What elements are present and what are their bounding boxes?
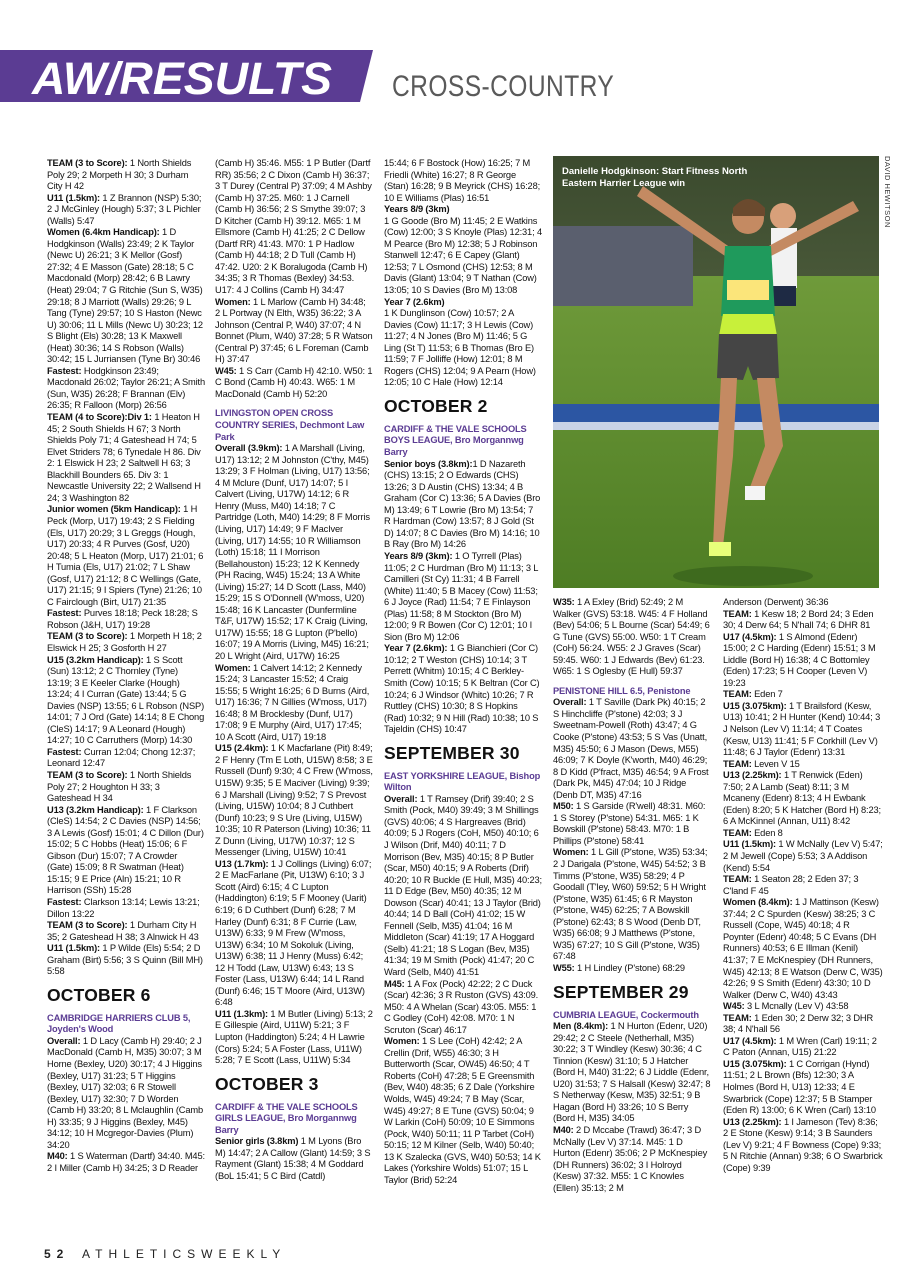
result-text: 1 D Lacy (Camb H) 29:40; 2 J MacDonald (Camb H, M35) 30:07; 3 M Horne (Bexley, U20) 30:17; 4 J Higgins (Bexley, U17) 31:23; 5 T Higgins (Bexley, U17) 32:03; 6 R Stowell (Bexley, U17) 32:30; 7 D Worden (Camb H) 33:20; 8 L Mclaughlin (Camb H) 33:35; 9 J Higgins (Bexley, M45) 34:12; 10 H Mcgregor-Davies (Plum) 34:20 — [47, 1035, 203, 1150]
photo-credit-text: DAVID HEWITSON — [883, 156, 892, 228]
result-paragraph — [723, 1059, 883, 1117]
result-paragraph — [723, 770, 883, 828]
aw-results-logo — [0, 50, 373, 102]
result-paragraph — [215, 297, 373, 366]
result-category-label: Year 7 (2.6km) — [384, 296, 445, 307]
result-category-label: Senior girls (3.8km) — [215, 1136, 299, 1147]
result-text: 1 Seaton 28; 2 Eden 37; 3 C'land F 45 — [723, 874, 859, 896]
publication-name: ATHLETICSWEEKLY — [82, 1247, 287, 1261]
result-paragraph — [47, 631, 205, 654]
result-category-label: Women: — [215, 296, 251, 307]
result-text: 1 P Wilde (Els) 5:54; 2 D Graham (Birt) 5:56; 3 S Quinn (Bill MH) 5:58 — [47, 943, 203, 977]
result-paragraph — [723, 1036, 883, 1059]
result-category-label: U15 (3.075km): — [723, 1058, 787, 1069]
result-text: 1 K Dunglinson (Cow) 10:57; 2 A Davies (Cow) 11:17; 3 H Lewis (Cow) 11:27; 4 N Jones (Bro M) 11:46; 5 G Ling (St T) 11:53; 6 B Thomas (Bro E) 11:59; 7 F Jolliffe (How) 12:01; 8 M Rogers (CHS) 12:04; 9 A Pearn (How) 12:05; 10 C Hale (How) 12:14 — [384, 308, 536, 388]
result-category-label: Senior boys (3.8km): — [384, 458, 473, 469]
event-title: CUMBRIA LEAGUE, Cockermouth — [553, 1009, 699, 1020]
result-text: 1 G Bianchieri (Cor C) 10:12; 2 T Weston (CHS) 10:14; 3 T Perrett (Whitm) 10:15; 4 C Berkley-Smith (Cow) 10:15; 5 K Beltran (Cor C) 10:24; 6 J Windsor (Whitc) 10:26; 7 R Ruttley (CHS) 10:30; 8 S Hopkins (Rad) 10:32; 9 N Hill (Rad) 10:38; 10 S Tajeldin (CHS) 10:47 — [384, 643, 540, 735]
result-paragraph — [47, 1151, 205, 1174]
result-paragraph — [384, 979, 542, 1037]
result-paragraph — [47, 193, 205, 228]
result-text: Hodgkinson 23:49; Macdonald 26:02; Taylor 26:21; A Smith (Sun, W35) 26:28; F Brannan (Elv) 26:35; R Falloon (Morp) 26:56 — [47, 365, 205, 411]
result-paragraph — [553, 597, 712, 678]
result-paragraph — [215, 663, 373, 744]
result-category-label: Women (6.4km Handicap): — [47, 227, 160, 238]
results-column-3 — [384, 158, 542, 1273]
result-text: 1 North Shields Poly 27; 2 Houghton H 33; 3 Gateshead H 34 — [47, 769, 192, 804]
result-category-label: U11 (1.5km): — [47, 192, 100, 203]
result-category-label: Women: — [215, 662, 251, 673]
result-category-label: Years 8/9 (3km): — [384, 550, 453, 561]
result-paragraph — [384, 643, 542, 735]
result-category-label: U13 (1.7km): — [215, 858, 269, 869]
result-text: 2 D Mccabe (Trawd) 36:47; 3 D McNally (Lev V) 37:14. M45: 1 D Hurton (Edenr) 35:06; 2 P McKnespiey (DH Runners) 36:02; 3 I Holroyd (Kesw) 37:32. M55: 1 C Knowles (Ellen) 35:13; 2 M — [553, 1124, 708, 1193]
result-category-label: M40: — [47, 1151, 68, 1162]
result-paragraph — [47, 770, 205, 805]
result-category-label: Fastest: — [47, 746, 82, 757]
result-text: 1 A Fox (Pock) 42:22; 2 C Duck (Scar) 42:36; 3 R Ruston (GVS) 43:09. M50: 4 A Whelan (Scar) 43:05. M55: 1 C Godley (CoH) 42:08. M70: 1 N Scruton (Scar) 46:17 — [384, 978, 539, 1035]
photo-caption: Danielle Hodgkinson: Start Fitness North Eastern Harrier League win — [562, 166, 748, 189]
result-paragraph — [553, 847, 712, 962]
result-category-label: U15 (2.4km): — [215, 743, 269, 754]
result-paragraph — [384, 297, 542, 309]
result-category-label: Overall: — [47, 1035, 81, 1046]
result-text: 1 Kesw 18; 2 Bord 24; 3 Eden 30; 4 Derw 64; 5 N'hall 74; 6 DHR 81 — [723, 608, 874, 631]
result-paragraph — [553, 801, 712, 847]
event-title: LIVINGSTON OPEN CROSS COUNTRY SERIES, Dechmont Law Park — [215, 408, 365, 442]
result-category-label: W45: — [215, 365, 237, 376]
result-category-label: M50: — [553, 801, 574, 812]
result-paragraph — [553, 1021, 712, 1125]
result-paragraph — [215, 743, 373, 858]
result-category-label: TEAM: — [723, 608, 752, 619]
results-column-2 — [215, 158, 373, 1273]
result-category-label: U13 (2.25km): — [723, 1116, 782, 1127]
result-text: 1 O Tyrrell (Plas) 11:05; 2 C Hurdman (Bro M) 11:13; 3 L Camilleri (St Cy) 11:31; 4 B Farrell (White) 11:40; 5 B Macey (Cow) 11:53; 6 J Joyce (Rad) 11:54; 7 E Finlayson (Plas) 11:58; 8 M Stockton (Bro M) 12:00; 9 R Bowen (Cor C) 12:01; 10 I Sion (Bro M) 12:06 — [384, 550, 538, 642]
result-category-label: U15 (3.075km): — [723, 700, 787, 711]
result-category-label: Overall: — [553, 697, 587, 708]
result-category-label: M45: — [384, 978, 405, 989]
result-paragraph — [723, 609, 883, 632]
result-text: 1 D Hodgkinson (Walls) 23:49; 2 K Taylor (Newc U) 26:21; 3 K Mellor (Gosf) 27:32; 4 E Masson (Gate) 28:18; 5 C Macdonald (Morp) 28:42; 6 B Lawry (Heat) 29:04; 7 G Ritchie (Sun S, W35) 29:18; 8 J Marriott (Walls) 29:26; 9 L Tang (Tyne) 29:57; 10 S Haston (Newc U) 30:06; 11 L Mills (Newc U) 30:23; 12 S Blight (Els) 30:28; 13 K Maxwell (Heat) 30:36; 14 S Robson (Walls) 30:42; 15 L Jurriansen (Tyne Br) 30:46 — [47, 227, 203, 365]
result-category-label: U11 (1.3km): — [215, 1008, 268, 1019]
result-paragraph — [47, 897, 205, 920]
result-paragraph — [47, 227, 205, 366]
result-category-label: TEAM (3 to Score): — [47, 769, 128, 780]
result-paragraph — [215, 158, 373, 297]
result-paragraph — [384, 204, 542, 216]
result-category-label: Junior women (5km Handicap): — [47, 504, 181, 515]
event-title: CARDIFF & THE VALE SCHOOLS GIRLS LEAGUE, Bro Morgannwg Barry — [215, 1101, 358, 1135]
result-paragraph — [47, 1036, 205, 1151]
photo-credit — [882, 156, 894, 296]
result-paragraph — [384, 551, 542, 643]
result-paragraph — [723, 1013, 883, 1036]
result-paragraph — [723, 689, 883, 701]
result-text: 1 K Macfarlane (Pit) 8:49; 2 F Henry (Tm E Loth, U15W) 8:58; 3 E Russell (Dunf) 9:30; 4 C Frew (W'moss, U15W) 9:35; 5 E Maciver (Living) 9:39; 6 J Marshall (Living) 9:52; 7 S Prevost (Living, U15W) 10:04; 8 J Cuthbert (Dunf) 10:23; 9 S Ure (Living, U15W) 10:35; 10 R Paterson (Living) 10:36; 11 Z Dunn (Living, U17W) 10:37; 12 S Messenger (Living, U15W) 10:41 — [215, 743, 373, 858]
event-date-heading: OCTOBER 3 — [215, 1073, 319, 1094]
result-paragraph — [47, 504, 205, 608]
result-category-label: Women (8.4km): — [723, 897, 793, 908]
result-category-label: U11 (1.5km): — [723, 839, 776, 850]
result-text: 1 M Wren (Carl) 19:11; 2 C Paton (Annan, U15) 21:22 — [723, 1035, 877, 1058]
event-title: EAST YORKSHIRE LEAGUE, Bishop Wilton — [384, 770, 541, 793]
result-category-label: M40: — [553, 1124, 574, 1135]
event-title: PENISTONE HILL 6.5, Penistone — [553, 685, 691, 696]
result-text: 1 L Gill (P'stone, W35) 53:34; 2 J Darigala (P'stone, W45) 54:52; 3 B Timms (P'stone, W35) 58:29; 4 P Goodall (T'ley, W60) 59:52; 5 H Wright (P'stone, W35) 61:45; 6 R Mayston (P'stone, W45) 62:25; 7 A Bowskill (P'stone) 62:43; 8 S Wood (Denb DT, W35) 66:08; 9 J Matthews (P'stone, W35) 67:27; 10 S Gill (P'stone, W35) 67:48 — [553, 847, 708, 962]
result-text: 1 S Scott (Sun) 13:12; 2 C Thornley (Tyne) 13:19; 3 E Keeler Clarke (Hough) 13:24; 4 I Curran (Gate) 13:44; 5 G Davies (NSP) 13:55; 6 L Robson (NSP) 14:01; 7 J Ord (Gate) 14:14; 8 E Chong (CleS) 14:17; 9 A Leonard (Hough) 14:27; 10 C Carruthers (Morp) 14:30 — [47, 654, 205, 746]
result-category-label: W55: — [553, 962, 575, 973]
result-text: 1 N Hurton (Edenr, U20) 29:42; 2 C Steele (Netherhall, M35) 30:22; 3 T Windley (Kesw) 30:36; 4 C Tinnion (Kesw) 31:10; 5 J Hatcher (Bord H, M40) 31:22; 6 J Liddle (Edenr, U20) 31:53; 7 S Halsall (Kesw) 32:47; 8 S Netherway (Kesw, M35) 32:51; 9 B Hagan (Bord H) 33:26; 10 S Berry (Bord H, M35) 34:05 — [553, 1021, 711, 1124]
result-text: 1 F Clarkson (CleS) 14:54; 2 C Davies (NSP) 14:56; 3 A Lewis (Gosf) 15:01; 4 C Dillon (Dur) 15:02; 5 C Hobbs (Heat) 15:06; 6 F Gibson (Dur) 15:07; 7 A Crowder (Gate) 15:09; 8 R Swatman (Heat) 15:15; 9 E Price (Aln) 15:21; 10 R Harrison (SSh) 15:28 — [47, 804, 204, 896]
result-paragraph — [723, 874, 883, 897]
photo-illustration — [553, 156, 879, 588]
result-text: 1 Durham City H 35; 2 Gateshead H 38; 3 Alnwick H 43 — [47, 920, 199, 942]
result-text: 1 M Butler (Living) 5:13; 2 E Gillespie (Aird, U11W) 5:21; 3 F Lupton (Haddington) 5:24; 4 H Lawrie (Cors) 5:24; 5 A Foster (Lass, U11W) 5:28; 7 E Scott (Lass, U11W) 5:34 — [215, 1008, 373, 1066]
result-paragraph — [47, 158, 205, 193]
result-paragraph — [47, 920, 205, 943]
result-category-label: Women: — [553, 847, 589, 858]
result-category-label: U15 (3.2km Handicap): — [47, 654, 144, 665]
result-text: 1 S Almond (Edenr) 15:00; 2 C Harding (Edenr) 15:51; 3 M Liddle (Bord H) 16:38; 4 C Bottomley (Eden) 17:23; 5 H Cooper (Leven V) 19:23 — [723, 631, 876, 688]
result-text: 1 S Carr (Camb H) 42:10. W50: 1 C Bond (Camb H) 40:43. W65: 1 M MacDonald (Camb H) 52:20 — [215, 365, 373, 399]
result-text: 1 Calvert 14:12; 2 Kennedy 15:24; 3 Lancaster 15:52; 4 Craig 15:55; 5 Wright 16:25; 6 D Burns (Aird, U17) 16:36; 7 N Gillies (W'moss, U17) 16:48; 8 M Brocklesby (Dunf, U17) 17:08; 9 E Murphy (Aird, U17) 17:45; 10 A Scott (Aird, U17) 19:18 — [215, 662, 370, 742]
result-paragraph — [723, 1001, 883, 1013]
result-category-label: W45: — [723, 1001, 745, 1012]
result-paragraph — [47, 747, 205, 770]
result-paragraph — [384, 308, 542, 389]
result-text: 1 H Lindley (P'stone) 68:29 — [574, 962, 685, 973]
event-date-heading: OCTOBER 6 — [47, 984, 151, 1005]
event-date-heading: OCTOBER 2 — [384, 395, 488, 416]
result-paragraph — [47, 805, 205, 897]
result-text: 1 S Garside (R'well) 48:31. M60: 1 S Storey (P'stone) 54:31. M65: 1 K Bowskill (P'stone) 58:43. M70: 1 B Phillips (P'stone) 58:41 — [553, 801, 706, 846]
result-paragraph — [723, 597, 883, 609]
result-paragraph — [215, 443, 373, 662]
result-category-label: U11 (1.5km): — [47, 943, 100, 954]
event-date-heading: SEPTEMBER 30 — [384, 742, 520, 763]
result-paragraph — [47, 412, 205, 504]
result-text: 1 I Jameson (Tev) 8:36; 2 E Stone (Kesw) 9:14; 3 B Saunders (Lev V) 9:21; 4 F Bowness (Cope) 9:33; 5 N Ritchie (Annan) 9:38; 6 O Swarbrick (Cope) 9:39 — [723, 1116, 883, 1173]
result-paragraph — [215, 859, 373, 1009]
result-text: 1 L Marlow (Camb H) 34:48; 2 L Portway (N Elth, W35) 36:22; 3 A Johnson (Central P, W40) 37:07; 4 N Bonnet (Plum, W40) 37:28; 5 R Watson (Central P) 37:45; 6 L Foreman (Camb H) 37:47 — [215, 296, 373, 365]
result-paragraph — [384, 459, 542, 551]
result-paragraph — [215, 366, 373, 401]
result-text: 1 J Mattinson (Kesw) 37:44; 2 C Spurden (Kesw) 38:25; 3 C Russell (Cope, W45) 40:18; 4 R Poynter (Edenr) 40:48; 5 C Evans (DH Runners) 40:53; 6 E Illman (Kenil) 41:37; 7 E McKnespiey (DH Runners, W45) 42:13; 8 E Watson (Derw C, W35) 42:26; 9 S Smith (Edenr) 43:30; 10 D Walker (Derw C, W40) 43:43 — [723, 897, 883, 1000]
result-text: 1 T Brailsford (Kesw, U13) 10:41; 2 H Hunter (Kend) 10:44; 3 J Nelson (Lev V) 11:14; 4 T Coates (Kesw, U13) 11:41; 5 F Corkhill (Lev V) 11:48; 6 J Taylor (Edenr) 13:31 — [723, 700, 881, 758]
result-text: 1 T Renwick (Eden) 7:50; 2 A Lamb (Seat) 8:11; 3 M Mcaneny (Edenr) 8:13; 4 H Ewbank (Eden) 8:20; 5 K Hatcher (Bord H) 8:23; 6 A McKinnel (Annan, U11) 8:42 — [723, 770, 881, 827]
result-text: 1 A Marshall (Living, U17) 13:12; 2 M Johnston (C'thy, M45) 13:29; 3 F Holman (Living, U17) 13:56; 4 M Mclure (Dunf, U17) 14:07; 5 I Calvert (Living, U17W) 14:12; 6 R Henry (Muss, M40) 14:18; 7 C Partridge (Loth, M40) 14:29; 8 F Morris (Living, U17) 14:49; 9 F MacIver (Living, U17) 14:55; 10 R Williamson (Loth) 15:18; 11 I Morrison (Bellahouston) 15:23; 12 K Kennedy (PH Racing, W45) 15:24; 13 A White (Living) 15:27; 14 D Scott (Lass, M40) 15:29; 15 S O'Donnell (W'moss, U20) 15:48; 16 K Lancaster (Dunfermline T&F, U17W) 15:52; 17 K Craig (Living, U17W) 15:55; 18 G Lupton (P'bello) 16:07; 19 A Morris (Living, M45) 16:21; 20 L Wright (Aird, U17W) 16:25 — [215, 443, 370, 661]
result-category-label: TEAM (3 to Score): — [47, 158, 128, 168]
result-category-label: TEAM: — [723, 689, 752, 700]
result-text: 1 H Peck (Morp, U17) 19:43; 2 S Fielding (Els, U17) 20:29; 3 L Greggs (Hough, U17) 20:33; 4 R Purves (Gosf, U20) 20:48; 5 L Heaton (Morp, U17) 21:01; 6 H Tumia (Els, U17) 21:02; 7 L Shaw (Gosf, U17) 21:12; 8 C Wellings (Gate, U17) 21:15; 9 I Spiers (Tyne) 21:26; 10 C Fairclough (Birt, U17) 21:35 — [47, 504, 204, 607]
result-text: 1 J Collings (Living) 6:07; 2 E MacFarlane (Pit, U13W) 6:10; 3 J Scott (Aird) 6:15; 4 C Lupton (Haddington) 6:19; 5 F Mooney (Uarit) 6:19; 6 D Cuthbert (Dunf) 6:28; 7 M Harley (Dunf) 6:31; 8 F Currie (Law, U13W) 6:33; 9 M Frew (W'moss, U13W) 6:34; 10 M Sokoluk (Living, U13W) 6:38; 11 J Henry (Muss) 6:42; 12 H Todd (Law, U13W) 6:43; 13 S Foster (Lass, U13W) 6:44; 14 L Rand (Dunf) 6:46; 15 T Moore (Aird, U13W) 6:48 — [215, 858, 372, 1008]
results-column-4 — [553, 597, 712, 1267]
result-category-label: Fastest: — [47, 365, 82, 376]
result-paragraph — [384, 158, 542, 204]
result-text: Clarkson 13:14; Lewis 13:21; Dillon 13:22 — [47, 897, 200, 919]
event-title: CARDIFF & THE VALE SCHOOLS BOYS LEAGUE, Bro Morgannwg Barry — [384, 423, 527, 458]
result-paragraph — [723, 1117, 883, 1175]
result-paragraph — [384, 794, 542, 979]
event-date-heading: SEPTEMBER 29 — [553, 981, 689, 1002]
result-text: 1 Z Brannon (NSP) 5:30; 2 J McGinley (Hough) 5:37; 3 L Pichler (Walls) 5:47 — [47, 192, 202, 226]
result-text: 1 S Waterman (Dartf) 34:40. M45: 2 I Miller (Camb H) 34:25; 3 D Reader — [47, 1151, 205, 1173]
result-category-label: Fastest: — [47, 897, 82, 907]
result-paragraph — [553, 697, 712, 801]
result-text: 1 Morpeth H 18; 2 Elswick H 25; 3 Gosforth H 27 — [47, 631, 202, 653]
result-text: 1 D Nazareth (CHS) 13:15; 2 O Edwards (CHS) 13:26; 3 D Austin (CHS) 13:34; 4 B Graham (Cor C) 13:36; 5 A Davies (Bro M) 13:49; 6 T Lowrie (Bro M) 13:54; 7 R Hardman (Cow) 13:57; 8 J Gold (St D) 14:07; 8 C Davies (Bro M) 14:16; 10 B Ray (Bro M) 14:26 — [384, 458, 541, 550]
result-paragraph — [723, 897, 883, 1001]
result-paragraph — [723, 759, 883, 771]
result-text: 1 Heaton H 45; 2 South Shields H 67; 3 North Shields Poly 71; 4 Gateshead H 74; 5 Elvet Striders 78; 6 Tynedale H 86. Div 2: 1 Elswick H 23; 2 Saltwell H 63; 3 Blackhill Bounders 65. Div 3: 1 Newcastle University 22; 2 Wallsend H 24; 3 Washington 82 — [47, 412, 201, 503]
result-paragraph — [553, 963, 712, 975]
result-paragraph — [47, 943, 205, 978]
result-text: 1 M Lyons (Bro M) 14:47; 2 A Callow (Glant) 14:59; 3 S Rayment (Glant) 15:38; 4 M Goddard (BoL 15:41; 5 C Bird (Catdl) — [215, 1136, 371, 1181]
result-text: 1 C Corrigan (Hynd) 11:51; 2 L Brown (Bfs) 12:30; 3 A Holmes (Bord H, U13) 12:33; 4 E Swarbrick (Cope) 12:37; 5 B Stamper (Eden R) 13:00; 6 K Wren (Carl) 13:10 — [723, 1058, 876, 1116]
result-paragraph — [215, 1136, 373, 1182]
result-paragraph — [723, 632, 883, 690]
logo-text: AW/RESULTS — [30, 53, 332, 102]
result-text: 1 G Goode (Bro M) 11:45; 2 E Watkins (Cow) 12:00; 3 S Knoyle (Plas) 12:31; 4 M Pearce (Bro M) 12:38; 5 J Robinson Stanwell 12:47; 6 E Capey (Glant) 12:53; 7 L Osmond (CHS) 12:53; 8 M Davis (Glant) 13:04; 9 T Nathan (Cow) 13:05; 10 S Davies (Bro M) 13:08 — [384, 215, 542, 296]
result-paragraph — [384, 1036, 542, 1186]
result-category-label: Fastest: — [47, 608, 82, 619]
result-text: (Camb H) 35:46. M55: 1 P Butler (Dartf RR) 35:56; 2 C Dixon (Camb H) 36:37; 3 T Durey (Central P) 37:09; 4 M Ashby (Camb H) 37:25. M60: 1 J Carnell (Camb H) 36:56; 2 S Smythe 39:07; 3 D Kitcher (Camb H) 39:12. M65: 1 M Ellsmore (Camb H) 41:25; 2 C Dellow (Dartf RR) 41:43. M70: 1 P Hadlow (Camb H) 44:18; 2 D Tull (Camb H) 47:42. U20: 2 K Boralugoda (Camb H) 34:35; 3 R Thomas (Bexley) 34:53. U17: 4 J Collins (Camb H) 34:47 — [215, 158, 372, 296]
result-paragraph — [47, 655, 205, 747]
page-number: 52 — [44, 1247, 70, 1261]
result-category-label: Overall: — [384, 793, 418, 804]
result-category-label: Women: — [384, 1036, 420, 1047]
page-footer — [44, 1247, 286, 1261]
result-paragraph — [47, 366, 205, 412]
result-text: 3 L Mcnally (Lev V) 43:58 — [744, 1001, 849, 1012]
result-category-label: W35: — [553, 597, 575, 607]
result-category-label: Overall (3.9km): — [215, 443, 283, 454]
event-title: CAMBRIDGE HARRIERS CLUB 5, Joyden's Wood — [47, 1012, 191, 1035]
result-text: Eden 7 — [751, 689, 783, 700]
result-category-label: U17 (4.5km): — [723, 1035, 777, 1046]
result-category-label: Men (8.4km): — [553, 1021, 609, 1032]
result-text: 1 T Ramsey (Drif) 39:40; 2 S Smith (Pock, M40) 39:49; 3 M Shillings (GVS) 40:06; 4 S Hargreaves (Brid) 40:09; 5 J Rogers (CoH, M50) 40:10; 6 J Wilson (Drif, M40) 40:11; 7 D Morrison (Bev, M35) 40:15; 8 P Butler (Scar, M50) 40:15; 9 A Roberts (Drif) 40:20; 10 R Buckle (E Hull, M35) 40:23; 11 D Edge (Bev, M50) 40:35; 12 M Dowson (Scar) 40:41; 13 J Taylor (Brid) 40:44; 14 D Ball (CoH) 41:02; 15 W Fennell (Selb, M35) 41:04; 16 M Middleton (Scar) 41:19; 17 A Hoggard (Selb) 41:21; 18 S Logan (Bev, M35) 41:34; 19 M Smith (Pock) 41:47; 20 C Ward (Selb, M40) 41:51 — [384, 793, 542, 977]
results-column-1 — [47, 158, 205, 1273]
result-paragraph — [723, 839, 883, 874]
result-text: Anderson (Derwent) 36:36 — [723, 597, 829, 607]
page-header — [0, 50, 915, 110]
result-category-label: TEAM (4 to Score):Div 1: — [47, 412, 152, 423]
result-category-label: U13 (3.2km Handicap): — [47, 804, 144, 815]
result-category-label: TEAM (3 to Score): — [47, 920, 128, 931]
result-text: 1 North Shields Poly 29; 2 Morpeth H 30; 3 Durham City H 42 — [47, 158, 192, 192]
result-category-label: TEAM: — [723, 758, 752, 769]
result-category-label: TEAM (3 to Score): — [47, 631, 128, 642]
section-title: CROSS-COUNTRY — [392, 70, 615, 103]
result-text: 1 T Saville (Dark Pk) 40:15; 2 S Hinchcliffe (P'stone) 42:03; 3 J Sweetnam-Powell (Roth) 43:47; 4 G Cooke (P'stone) 43:53; 5 S Vas (Unatt, M35) 45:50; 6 J Mason (Dews, M55) 46:09; 7 K Doyle (K'worth, M40) 46:29; 8 D Kidd (P'fract, M35) 46:54; 9 A Frost (Dark Pk, M45) 47:04; 10 J Ridge (Denb DT, M35) 47:16 — [553, 697, 709, 800]
result-text: Purves 18:18; Peck 18:28; S Robson (J&H, U17) 19:28 — [47, 608, 198, 630]
result-text: 15:44; 6 F Bostock (How) 16:25; 7 M Friedli (White) 16:27; 8 R George (Stan) 16:28; 9 B Meyrick (CHS) 16:28; 10 E Williams (Plas) 16:51 — [384, 158, 541, 203]
result-category-label: U13 (2.25km): — [723, 770, 782, 781]
result-text: 1 S Lee (CoH) 42:42; 2 A Crellin (Drif, W55) 46:30; 3 H Butterworth (Scar, OW45) 46:50; 4 T Roberts (CoH) 47:28; 5 E Greensmith (Bev, W40) 48:35; 6 Z Dale (Yorkshire Wolds, W45) 49:24; 7 B May (Scar, W45) 49:27; 8 E Tune (GVS) 50:04; 9 W Larkin (CoH) 50:09; 10 E Simmons (Pock, W40) 50:11; 11 P Tarbet (CoH) 50:15; 12 M Kilner (Selb, W40) 50:40; 13 K Szalecka (GVS, W40) 50:53; 14 K Lakes (Yorkshire Wolds) 51:07; 15 L Taylor (Brid) 52:24 — [384, 1036, 541, 1185]
result-paragraph — [723, 828, 883, 840]
result-paragraph — [723, 701, 883, 759]
result-category-label: TEAM: — [723, 1012, 752, 1023]
results-column-5 — [723, 597, 883, 1267]
result-paragraph — [384, 216, 542, 297]
result-paragraph — [553, 1125, 712, 1194]
result-text: 1 W McNally (Lev V) 5:47; 2 M Jewell (Cope) 5:53; 3 A Addison (Kend) 5:54 — [723, 839, 883, 873]
result-text: Curran 12:04; Chong 12:37; Leonard 12:47 — [47, 746, 196, 769]
result-category-label: Year 7 (2.6km): — [384, 643, 448, 654]
result-text: 1 A Exley (Brid) 52:49; 2 M Walker (GVS) 53:18. W45: 4 F Holland (Bev) 54:06; 5 L Bourne (Scar) 54:49; 6 G Tune (GVS) 55:00. W50: 1 T Cream (CoH) 56:24. W55: 2 J Graves (Scar) 59:45. W60: 1 J Edwards (Bev) 61:23. W65: 1 S Oglesby (E Hull) 59:37 — [553, 597, 710, 677]
result-category-label: U17 (4.5km): — [723, 631, 777, 642]
result-text: Leven V 15 — [751, 758, 800, 769]
result-paragraph — [47, 608, 205, 631]
race-photo — [553, 156, 879, 588]
result-category-label: TEAM: — [723, 827, 752, 838]
result-paragraph — [215, 1009, 373, 1067]
result-category-label: TEAM: — [723, 874, 752, 885]
result-text: 1 Eden 30; 2 Derw 32; 3 DHR 38; 4 N'hall 56 — [723, 1012, 874, 1035]
result-text: Eden 8 — [751, 827, 783, 838]
result-category-label: Years 8/9 (3km) — [384, 204, 450, 215]
